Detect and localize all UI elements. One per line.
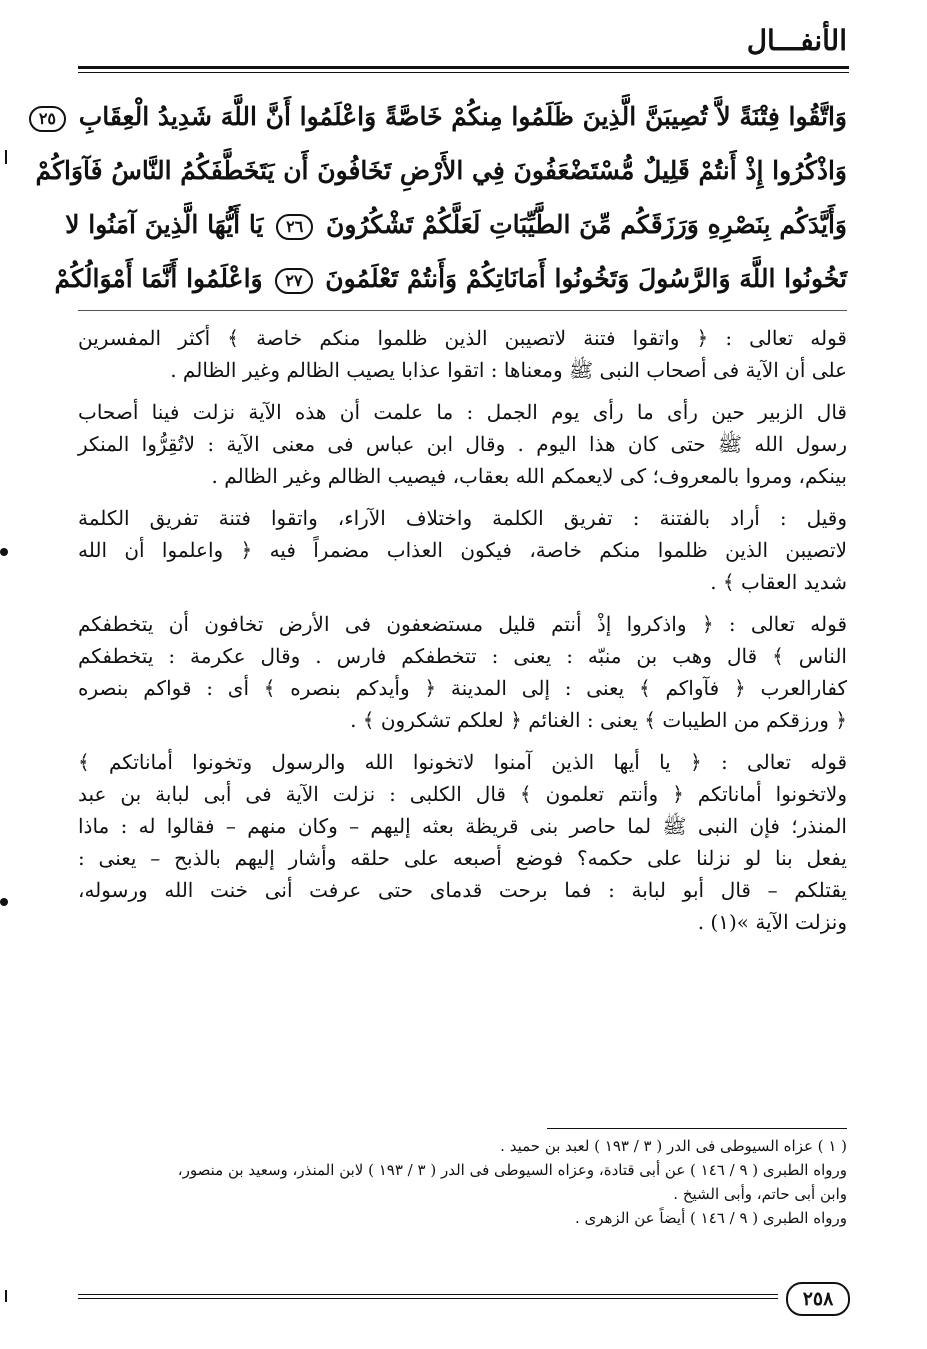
footnote-rule	[547, 1128, 847, 1129]
commentary-paragraph	[78, 322, 847, 386]
text-line: وقيل : أراد بالفتنة : تفريق الكلمة واختلاف الآراء، واتقوا فتنة تفريق الكلمة	[78, 506, 847, 530]
text-line: الناس ﴾ قال وهب بن منبّه : يعنى : تتخطفكم فارس . وقال عكرمة : يتخطفكم	[78, 644, 847, 668]
commentary-paragraph	[78, 502, 847, 598]
footer-rule	[78, 1298, 778, 1299]
margin-mark	[5, 1290, 7, 1302]
footnote-line: ورواه الطبرى ( ٩ / ١٤٦ ) عن أبى قتادة، وعزاه السيوطى فى الدر ( ٣ / ١٩٣ ) لابن المنذر، وسعيد بن منصور،	[177, 1161, 847, 1179]
text-line: قوله تعالى : ﴿ واتقوا فتنة لاتصيبن الذين ظلموا منكم خاصة ﴾ أكثر المفسرين	[78, 326, 847, 350]
text-line: قوله تعالى : ﴿ واذكروا إذْ أنتم قليل مستضعفون فى الأرض تخافون أن يتخطفكم	[78, 612, 847, 636]
text-line: بينكم، ومروا بالمعروف؛ كى لايعمكم الله بعقاب، فيصيب الظالم وغير الظالم .	[211, 464, 847, 488]
page-number: ٢٥٨	[786, 1282, 850, 1316]
text-line: المنذر؛ فإن النبى ﷺ لما حاصر بنى قريظة بعثه إليهم – وكان منهم – فقالوا له : ماذا	[78, 814, 847, 838]
text-line: ﴿ ورزقكم من الطيبات ﴾ يعنى : الغنائم ﴿ لعلكم تشكرون ﴾ .	[350, 708, 847, 732]
margin-mark	[5, 150, 7, 164]
verses-divider	[78, 310, 847, 311]
verse-text: وَأَيَّدَكُم بِنَصْرِهِ وَرَزَقَكُم مِّنَ الطَّيِّبَاتِ لَعَلَّكُمْ تَشْكُرُونَ	[326, 210, 847, 239]
text-line: على أن الآية فى أصحاب النبى ﷺ ومعناها : اتقوا عذابا يصيب الظالم وغير الظالم .	[170, 358, 847, 382]
verse-line	[35, 144, 847, 198]
commentary-paragraph	[78, 396, 847, 492]
aya-number-marker: ٢٧	[275, 268, 312, 294]
footnote-line: ورواه الطبرى ( ٩ / ١٤٦ ) أيضاً عن الزهرى .	[574, 1209, 847, 1227]
verse-line	[54, 252, 847, 306]
margin-dot	[0, 898, 8, 906]
text-line: يقتلكم – قال أبو لبابة : فما برحت قدماى حتى عرفت أنى خنت الله ورسوله،	[78, 878, 847, 902]
text-line: كفارالعرب ﴿ فآواكم ﴾ يعنى : إلى المدينة ﴿ وأيدكم بنصره ﴾ أى : قواكم بنصره	[78, 676, 847, 700]
commentary-paragraph	[78, 746, 847, 938]
margin-dot	[0, 548, 8, 556]
text-line: ونزلت الآية »(١) .	[697, 910, 847, 934]
quran-verses-block	[35, 90, 847, 306]
header-rule-thin	[78, 72, 849, 73]
text-line: يفعل بنا لو نزلنا على حكمه؟ فوضع أصبعه على حلقه وأشار إليهم بالذبح – يعنى :	[78, 846, 847, 870]
text-line: لاتصيبن الذين ظلموا منكم خاصة، فيكون العذاب مضمراً فيه ﴿ واعلموا أن الله	[78, 538, 847, 562]
text-line: ولاتخونوا أماناتكم ﴿ وأنتم تعلمون ﴾ قال الكلبى : نزلت الآية فى أبى لبابة بن عبد	[78, 782, 847, 806]
footnotes	[78, 1134, 847, 1230]
verse-text: يَا أَيُّهَا الَّذِينَ آمَنُوا لا	[65, 210, 264, 239]
surah-header-title: الأنفـــال	[746, 24, 847, 57]
footer-rule	[78, 1294, 778, 1295]
verse-text: وَاذْكُرُوا إِذْ أَنتُمْ قَلِيلٌ مُّسْتَضْعَفُونَ فِي الأَرْضِ تَخَافُونَ أَن يَتَخَطَّفَكُمُ النَّاسُ فَآوَاكُمْ	[35, 156, 847, 185]
text-line: قال الزبير حين رأى ما رأى يوم الجمل : ما علمت أن هذه الآية نزلت فينا أصحاب	[78, 400, 847, 424]
verse-text: تَخُونُوا اللَّهَ وَالرَّسُولَ وَتَخُونُوا أَمَانَاتِكُمْ وَأَنتُمْ تَعْلَمُونَ	[325, 264, 847, 293]
text-line: رسول الله ﷺ حتى كان هذا اليوم . وقال ابن عباس فى معنى الآية : لاتُقِرُّوا المنكر	[78, 432, 847, 456]
aya-number-marker: ٢٦	[276, 214, 313, 240]
aya-number-marker: ٢٥	[29, 106, 66, 132]
verse-text: وَاعْلَمُوا أَنَّمَا أَمْوَالُكُمْ	[54, 264, 263, 293]
verse-text: وَاتَّقُوا فِتْنَةً لاَّ تُصِيبَنَّ الَّذِينَ ظَلَمُوا مِنكُمْ خَاصَّةً وَاعْلَمُوا أَنَّ اللَّهَ شَدِيدُ الْعِقَابِ	[78, 102, 847, 131]
verse-line	[65, 198, 847, 252]
verse-line	[38, 90, 847, 144]
tafsir-commentary	[78, 322, 847, 948]
footnote-line: وابن أبى حاتم، وأبى الشيخ .	[673, 1185, 847, 1203]
header-rule-thick	[78, 66, 849, 69]
footnote-line: ( ١ ) عزاه السيوطى فى الدر ( ٣ / ١٩٣ ) لعبد بن حميد .	[500, 1137, 847, 1155]
commentary-paragraph	[78, 608, 847, 736]
text-line: قوله تعالى : ﴿ يا أيها الذين آمنوا لاتخونوا الله والرسول وتخونوا أماناتكم ﴾	[78, 750, 847, 774]
text-line: شديد العقاب ﴾ .	[710, 570, 847, 594]
